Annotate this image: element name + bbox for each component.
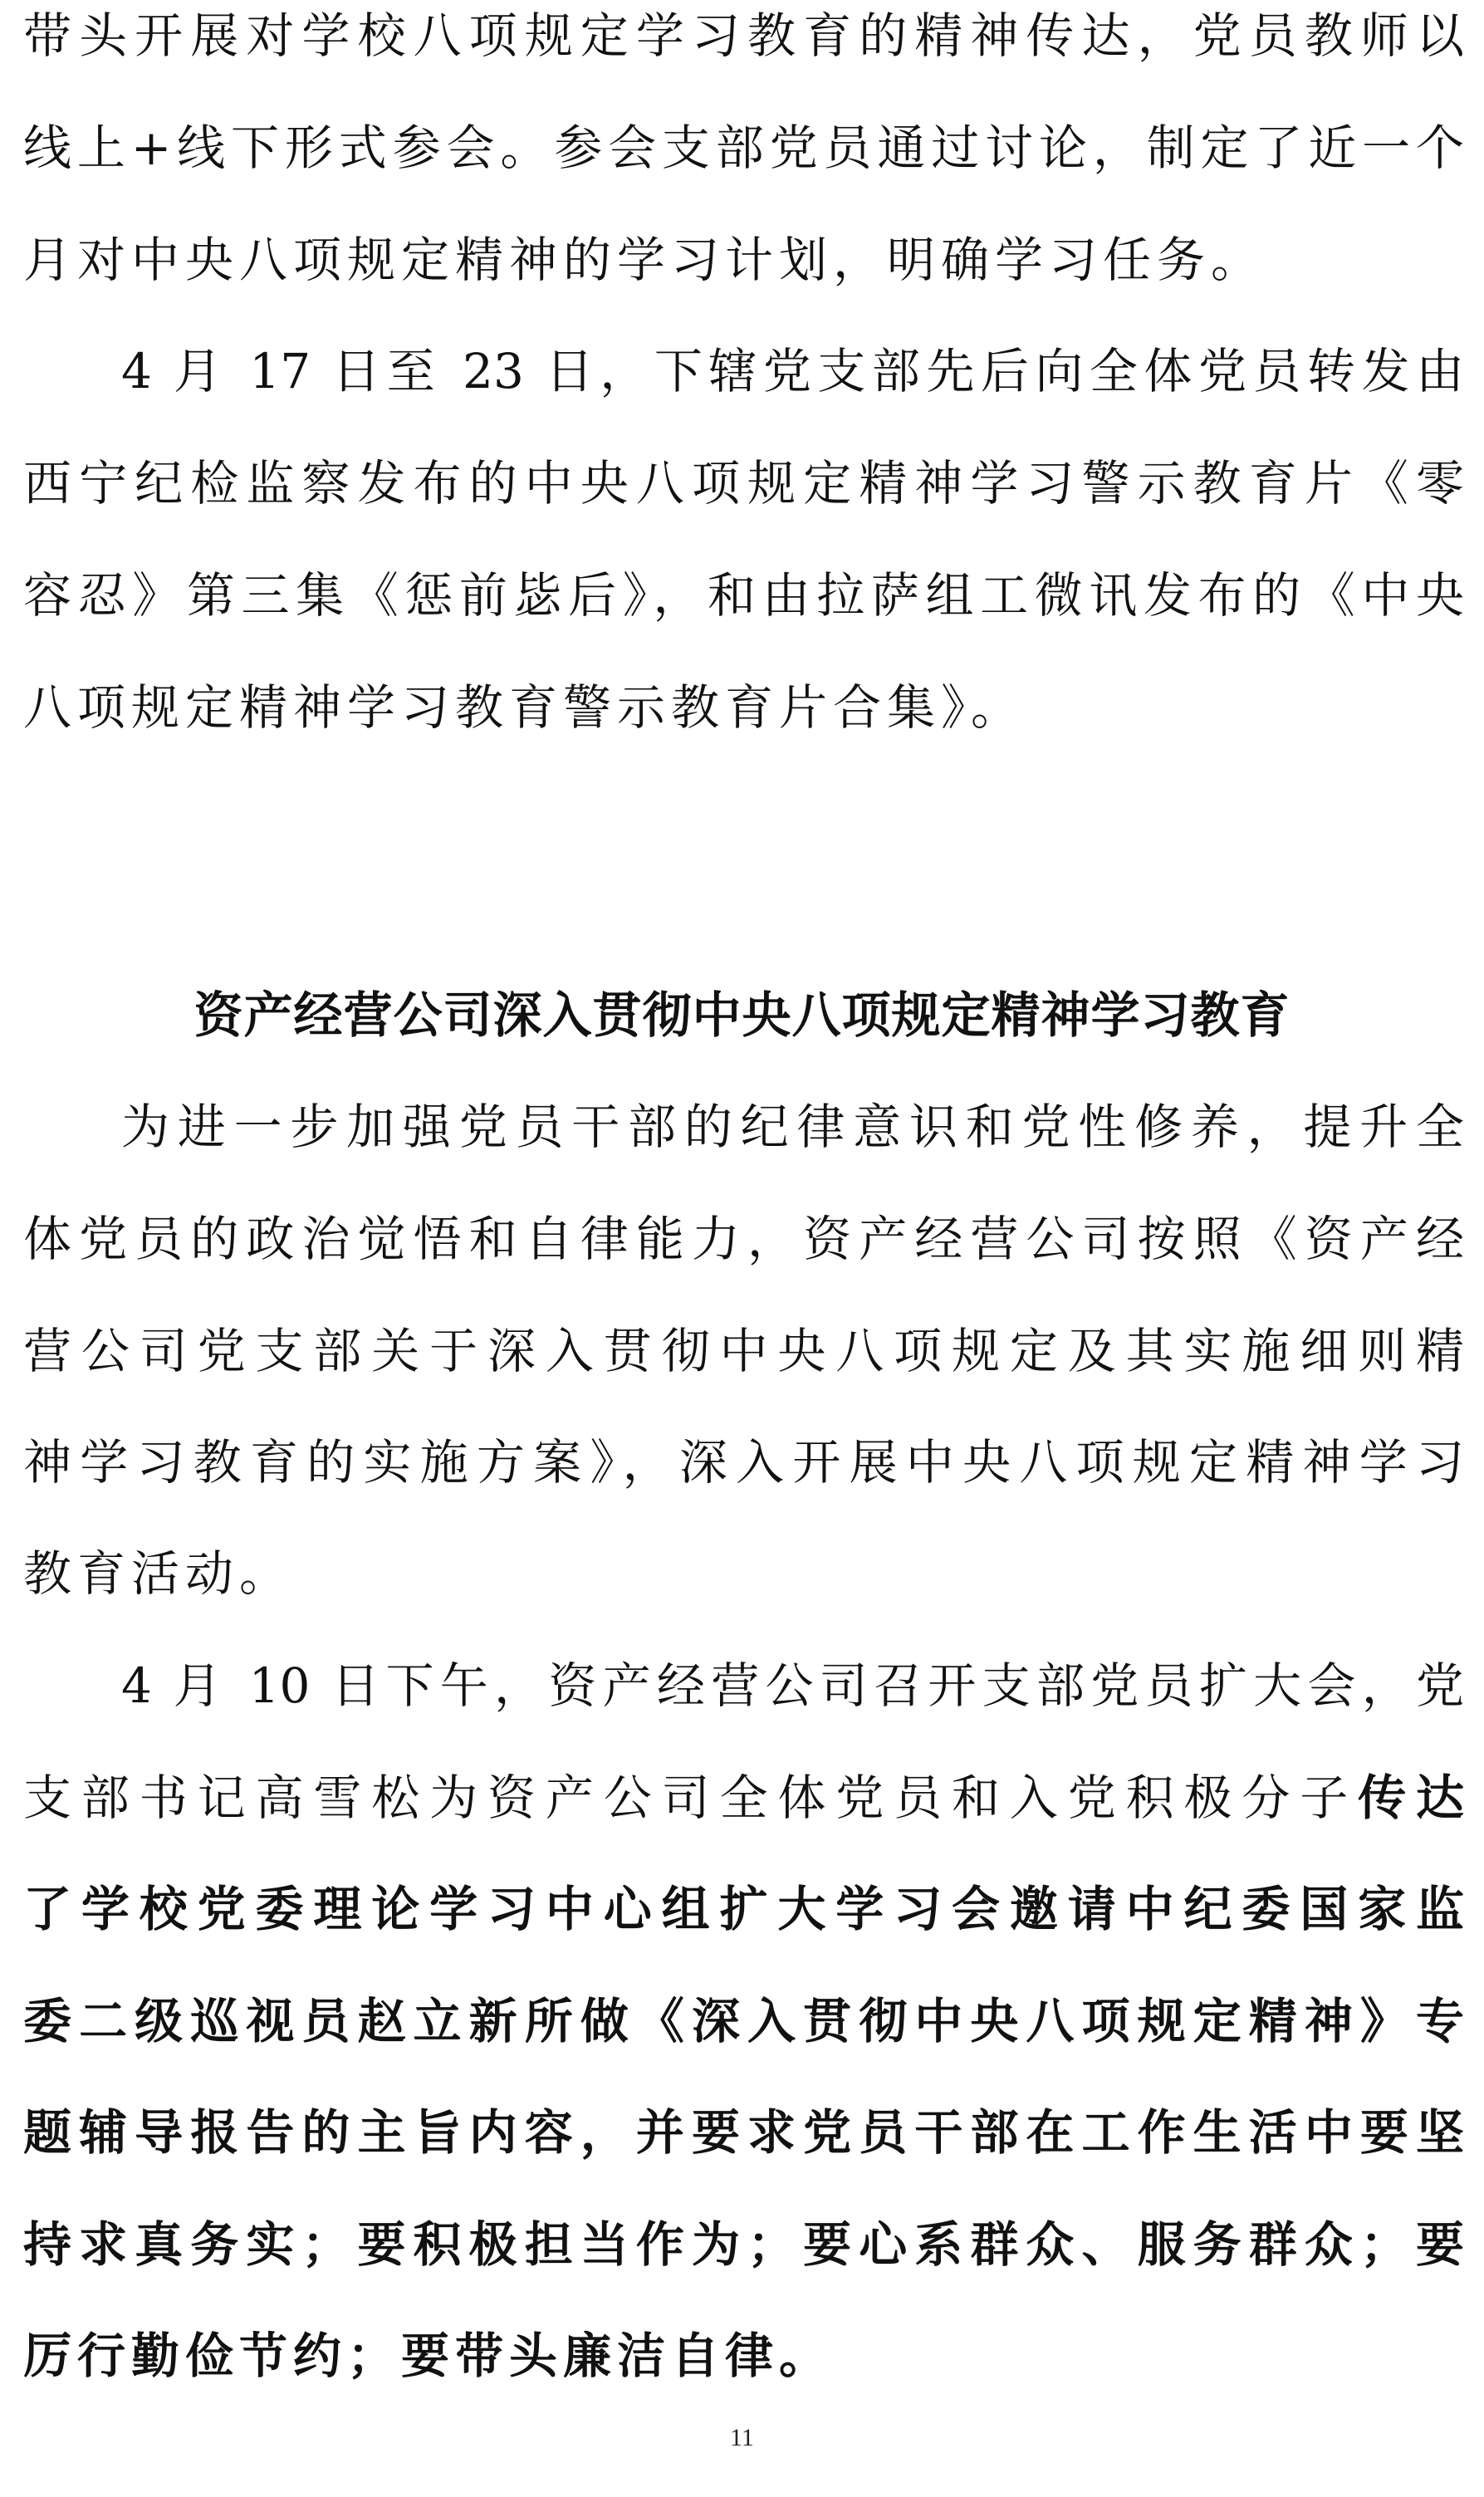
paragraph-1-line-2: 线上+线下形式参会。参会支部党员通过讨论，制定了近一个 xyxy=(23,120,1464,176)
paragraph-4-bold-line-4: 持求真务实；要积极担当作为；要心系群众、服务群众；要 xyxy=(23,2216,1464,2273)
page-number: 11 xyxy=(730,2424,754,2451)
section-heading: 资产经营公司深入贯彻中央八项规定精神学习教育 xyxy=(193,987,1291,1044)
paragraph-3-line-2: 体党员的政治觉悟和自律能力，资产经营公司按照《资产经 xyxy=(23,1211,1464,1267)
paragraph-4-line-2 xyxy=(23,1767,1464,1829)
paragraph-4-line-1: 4 月 10 日下午，资产经营公司召开支部党员扩大会，党 xyxy=(121,1657,1464,1714)
paragraph-2-line-3: 容忍》第三集《惩前毖后》，和由拉萨组工微讯发布的《中央 xyxy=(23,567,1464,624)
paragraph-2-line-2: 西宁纪检监察发布的中央八项规定精神学习警示教育片《零 xyxy=(23,455,1464,512)
paragraph-2-line-4: 八项规定精神学习教育警示教育片合集》。 xyxy=(23,679,1026,736)
paragraph-4-bold-line-1: 了学校党委理论学习中心组扩大学习会邀请中纪委国家监 xyxy=(23,1881,1464,1937)
paragraph-3-line-4: 神学习教育的实施方案》，深入开展中央八项规定精神学习 xyxy=(23,1434,1464,1491)
paragraph-3-line-5: 教育活动。 xyxy=(23,1545,294,1602)
paragraph-4-line-2-bold: 传达 xyxy=(1358,1770,1464,1826)
paragraph-4-line-2-regular: 支部书记高雪松为资产公司全体党员和入党积极分子 xyxy=(23,1770,1359,1826)
paragraph-3-line-3: 营公司党支部关于深入贯彻中央八项规定及其实施细则精 xyxy=(23,1323,1464,1379)
paragraph-4-bold-line-2: 委二级巡视员赵立新所做《深入贯彻中央八项规定精神》专 xyxy=(23,1993,1464,2049)
paragraph-1-line-1: 带头开展对学校八项规定学习教育的精神传达，党员教师以 xyxy=(23,7,1464,64)
paragraph-3-line-1: 为进一步加强党员干部的纪律意识和党性修养，提升全 xyxy=(121,1099,1464,1155)
paragraph-1-line-3: 月对中央八项规定精神的学习计划，明确学习任务。 xyxy=(23,232,1266,288)
paragraph-4-bold-line-3: 题辅导报告的主旨内容，并要求党员干部在工作生活中要坚 xyxy=(23,2104,1464,2161)
paragraph-2-line-1: 4 月 17 日至 23 日，下辖党支部先后向全体党员转发由 xyxy=(121,343,1464,399)
paragraph-4-bold-line-5: 厉行勤俭节约；要带头廉洁自律。 xyxy=(23,2328,834,2384)
